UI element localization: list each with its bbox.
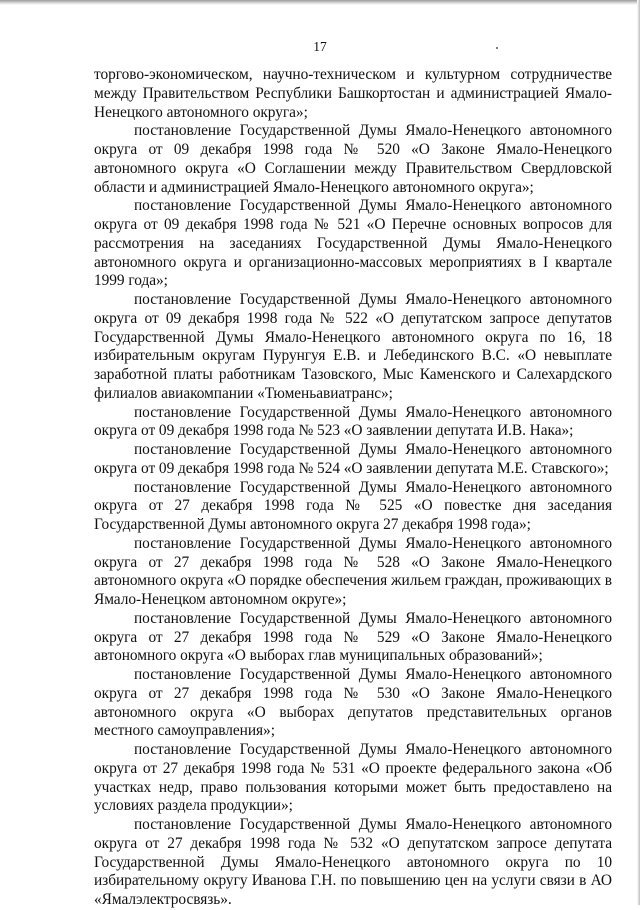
paragraph-resolution-520: постановление Государственной Думы Ямало-Ненецкого автономного округа от 09 декабря 1998 года № 520 «О Законе Ямало-Ненецкого автономного округа «О Соглашении между Правительством Свердловской области и администрацией Ямало-Ненецкого автономного округа»; xyxy=(94,122,612,196)
paragraph-resolution-525: постановление Государственной Думы Ямало-Ненецкого автономного округа от 27 декабря 1998 года № 525 «О повестке дня заседания Государственной Думы автономного округа 27 декабря 1998 года»; xyxy=(94,478,612,533)
document-body xyxy=(94,66,612,910)
paragraph-resolution-522: постановление Государственной Думы Ямало-Ненецкого автономного округа от 09 декабря 1998 года № 522 «О депутатском запросе депутатов Государственной Думы Ямало-Ненецкого автономного округа по 16, 18 избирательным округам Пурунгуя Е.В. и Лебединского В.С. «О невыплате заработной платы работникам Тазовского, Мыс Каменского и Салехардского филиалов авиакомпании «Тюменьавиатранс»; xyxy=(94,291,612,402)
paragraph-resolution-530: постановление Государственной Думы Ямало-Ненецкого автономного округа от 27 декабря 1998 года № 530 «О Законе Ямало-Ненецкого автономного округа «О выборах депутатов представительных органов местного самоуправления»; xyxy=(94,666,612,740)
paragraph-continuation: торгово-экономическом, научно-техническом и культурном сотрудничестве между Правительством Республики Башкортостан и администрацией Ямало-Ненецкого автономного округа»; xyxy=(94,66,612,121)
paragraph-resolution-521: постановление Государственной Думы Ямало-Ненецкого автономного округа от 09 декабря 1998 года № 521 «О Перечне основных вопросов для рассмотрения на заседаниях Государственной Думы Ямало-Ненецкого автономного округа и организационно-массовых мероприятиях в I квартале 1999 года»; xyxy=(94,197,612,290)
scan-speck xyxy=(496,47,498,49)
paragraph-resolution-531: постановление Государственной Думы Ямало-Ненецкого автономного округа от 27 декабря 1998 года № 531 «О проекте федерального закона «Об участках недр, право пользования которыми может быть предоставлено на условиях раздела продукции»; xyxy=(94,741,612,815)
page-number: 17 xyxy=(313,39,327,54)
paragraph-resolution-529: постановление Государственной Думы Ямало-Ненецкого автономного округа от 27 декабря 1998 года № 529 «О Законе Ямало-Ненецкого автономного округа «О выборах глав муниципальных образований»; xyxy=(94,609,612,665)
paragraph-resolution-528: постановление Государственной Думы Ямало-Ненецкого автономного округа от 27 декабря 1998 года № 528 «О Законе Ямало-Ненецкого автономного округа «О порядке обеспечения жильем граждан, проживающих в Ямало-Ненецком автономном округе»; xyxy=(94,534,612,608)
paragraph-resolution-532: постановление Государственной Думы Ямало-Ненецкого автономного округа от 27 декабря 1998 года № 532 «О депутатском запросе депутата Государственной Думы Ямало-Ненецкого автономного округа по 10 избирательному округу Иванова Г.Н. по повышению цен на услуги связи в АО «Ямалэлектросвязь». xyxy=(94,816,612,908)
paragraph-resolution-524: постановление Государственной Думы Ямало-Ненецкого автономного округа от 09 декабря 1998 года № 524 «О заявлении депутата М.Е. Ставского»; xyxy=(94,441,612,477)
scan-top-edge xyxy=(0,0,640,5)
paragraph-resolution-523: постановление Государственной Думы Ямало-Ненецкого автономного округа от 09 декабря 1998 года № 523 «О заявлении депутата И.В. Нака»; xyxy=(94,403,612,440)
